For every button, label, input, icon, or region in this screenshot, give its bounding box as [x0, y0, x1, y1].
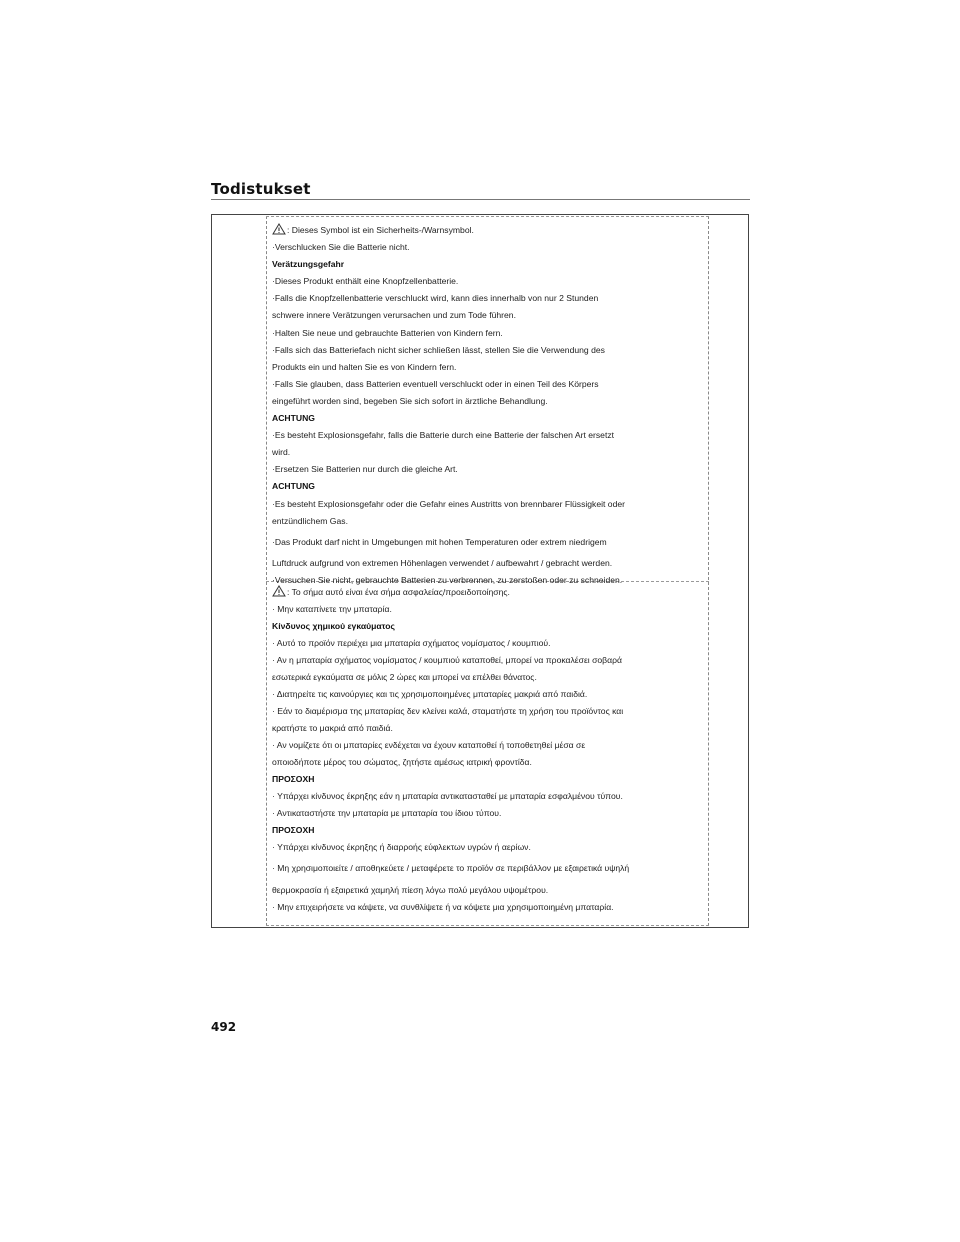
- heading-line: Verätzungsgefahr: [272, 259, 345, 270]
- text-line: schwere innere Verätzungen verursachen und zum Tode führen.: [272, 310, 516, 321]
- text-line: · Μην επιχειρήσετε να κάψετε, να συνθλίψετε ή να κόψετε μια χρησιμοποιημένη μπαταρία.: [272, 901, 614, 912]
- german-symbol-text: : Dieses Symbol ist ein Sicherheits-/Warnsymbol.: [287, 225, 474, 235]
- text-line: eingeführt worden sind, begeben Sie sich sofort in ärztliche Behandlung.: [272, 395, 548, 406]
- dashed-divider-bottom: [266, 925, 709, 926]
- section-title: Todistukset: [211, 180, 311, 198]
- warning-triangle-icon: [272, 223, 286, 239]
- text-line: · Εάν το διαμέρισμα της μπαταρίας δεν κλείνει καλά, σταματήστε τη χρήση του προϊόντος και: [272, 706, 624, 716]
- text-line: ·Falls Sie glauben, dass Batterien eventuell verschluckt oder in einen Teil des Körpers: [272, 378, 599, 389]
- text-line: entzündlichem Gas.: [272, 515, 348, 526]
- text-line: · Αν η μπαταρία σχήματος νομίσματος / κουμπιού καταποθεί, μπορεί να προκαλέσει σοβαρά: [272, 655, 622, 665]
- text-line: ·Ersetzen Sie Batterien nur durch die gleiche Art.: [272, 464, 458, 475]
- heading-line: Κίνδυνος χημικού εγκαύματος: [272, 621, 395, 631]
- text-line: · Αν νομίζετε ότι οι μπαταρίες ενδέχεται να έχουν καταποθεί ή τοποθετηθεί μέσα σε: [272, 740, 586, 750]
- text-line: θερμοκρασία ή εξαιρετικά χαμηλή πίεση λόγω πολύ μεγάλου υψομέτρου.: [272, 884, 549, 895]
- heading-line: ΠΡΟΣΟΧΗ: [272, 774, 315, 784]
- greek-warning-block: [272, 584, 704, 916]
- text-line: ·Halten Sie neue und gebrauchte Batterien von Kindern fern.: [272, 327, 503, 338]
- heading-line: ACHTUNG: [272, 413, 315, 424]
- german-symbol-line: [272, 222, 704, 239]
- warning-triangle-icon: [272, 585, 286, 601]
- text-line: · Μη χρησιμοποιείτε / αποθηκεύετε / μεταφέρετε το προϊόν σε περιβάλλον με εξαιρετικά υψηλή: [272, 863, 630, 873]
- text-line: εσωτερικά εγκαύματα σε μόλις 2 ώρες και μπορεί να επέλθει θάνατος.: [272, 672, 537, 682]
- text-line: ·Verschlucken Sie die Batterie nicht.: [272, 242, 410, 253]
- text-line: Luftdruck aufgrund von extremen Höhenlagen verwendet / aufbewahrt / gebracht werden.: [272, 558, 613, 569]
- text-line: · Αντικαταστήστε την μπαταρία με μπαταρία του ίδιου τύπου.: [272, 808, 502, 818]
- text-line: · Μην καταπίνετε την μπαταρία.: [272, 604, 392, 614]
- text-line: ·Es besteht Explosionsgefahr, falls die Batterie durch eine Batterie der falschen Art ersetzt: [272, 430, 615, 441]
- text-line: κρατήστε το μακριά από παιδιά.: [272, 723, 393, 733]
- page-number: 492: [211, 1020, 237, 1034]
- text-line: wird.: [272, 447, 291, 458]
- text-line: ·Versuchen Sie nicht, gebrauchte Batterien zu verbrennen, zu zerstoßen oder zu schneiden.: [272, 575, 623, 586]
- german-warning-block: [272, 222, 704, 589]
- heading-line: ACHTUNG: [272, 481, 315, 492]
- text-line: ·Das Produkt darf nicht in Umgebungen mit hohen Temperaturen oder extrem niedrigem: [272, 536, 607, 547]
- text-line: Produkts ein und halten Sie es von Kindern fern.: [272, 361, 457, 372]
- text-line: ·Es besteht Explosionsgefahr oder die Gefahr eines Austritts von brennbarer Flüssigkeit oder: [272, 498, 626, 509]
- dashed-divider-top: [266, 216, 709, 217]
- text-line: ·Dieses Produkt enthält eine Knopfzellenbatterie.: [272, 276, 459, 287]
- text-line: · Υπάρχει κίνδυνος έκρηξης ή διαρροής εύφλεκτων υγρών ή αερίων.: [272, 842, 531, 852]
- text-line: οποιοδήποτε μέρος του σώματος, ζητήστε αμέσως ιατρική φροντίδα.: [272, 757, 532, 767]
- greek-symbol-line: [272, 584, 704, 601]
- text-line: · Αυτό το προϊόν περιέχει μια μπαταρία σχήματος νομίσματος / κουμπιού.: [272, 638, 551, 648]
- text-line: · Υπάρχει κίνδυνος έκρηξης εάν η μπαταρία αντικατασταθεί με μπαταρία εσφαλμένου τύπου.: [272, 791, 623, 801]
- heading-line: ΠΡΟΣΟΧΗ: [272, 825, 315, 835]
- text-line: ·Falls die Knopfzellenbatterie verschluckt wird, kann dies innerhalb von nur 2 Stunden: [272, 293, 599, 304]
- title-rule: [211, 199, 750, 200]
- text-line: · Διατηρείτε τις καινούργιες και τις χρησιμοποιημένες μπαταρίες μακριά από παιδιά.: [272, 689, 588, 699]
- text-line: ·Falls sich das Batteriefach nicht sicher schließen lässt, stellen Sie die Verwendung des: [272, 344, 605, 355]
- greek-symbol-text: : Το σήμα αυτό είναι ένα σήμα ασφαλείας/προειδοποίησης.: [287, 587, 510, 597]
